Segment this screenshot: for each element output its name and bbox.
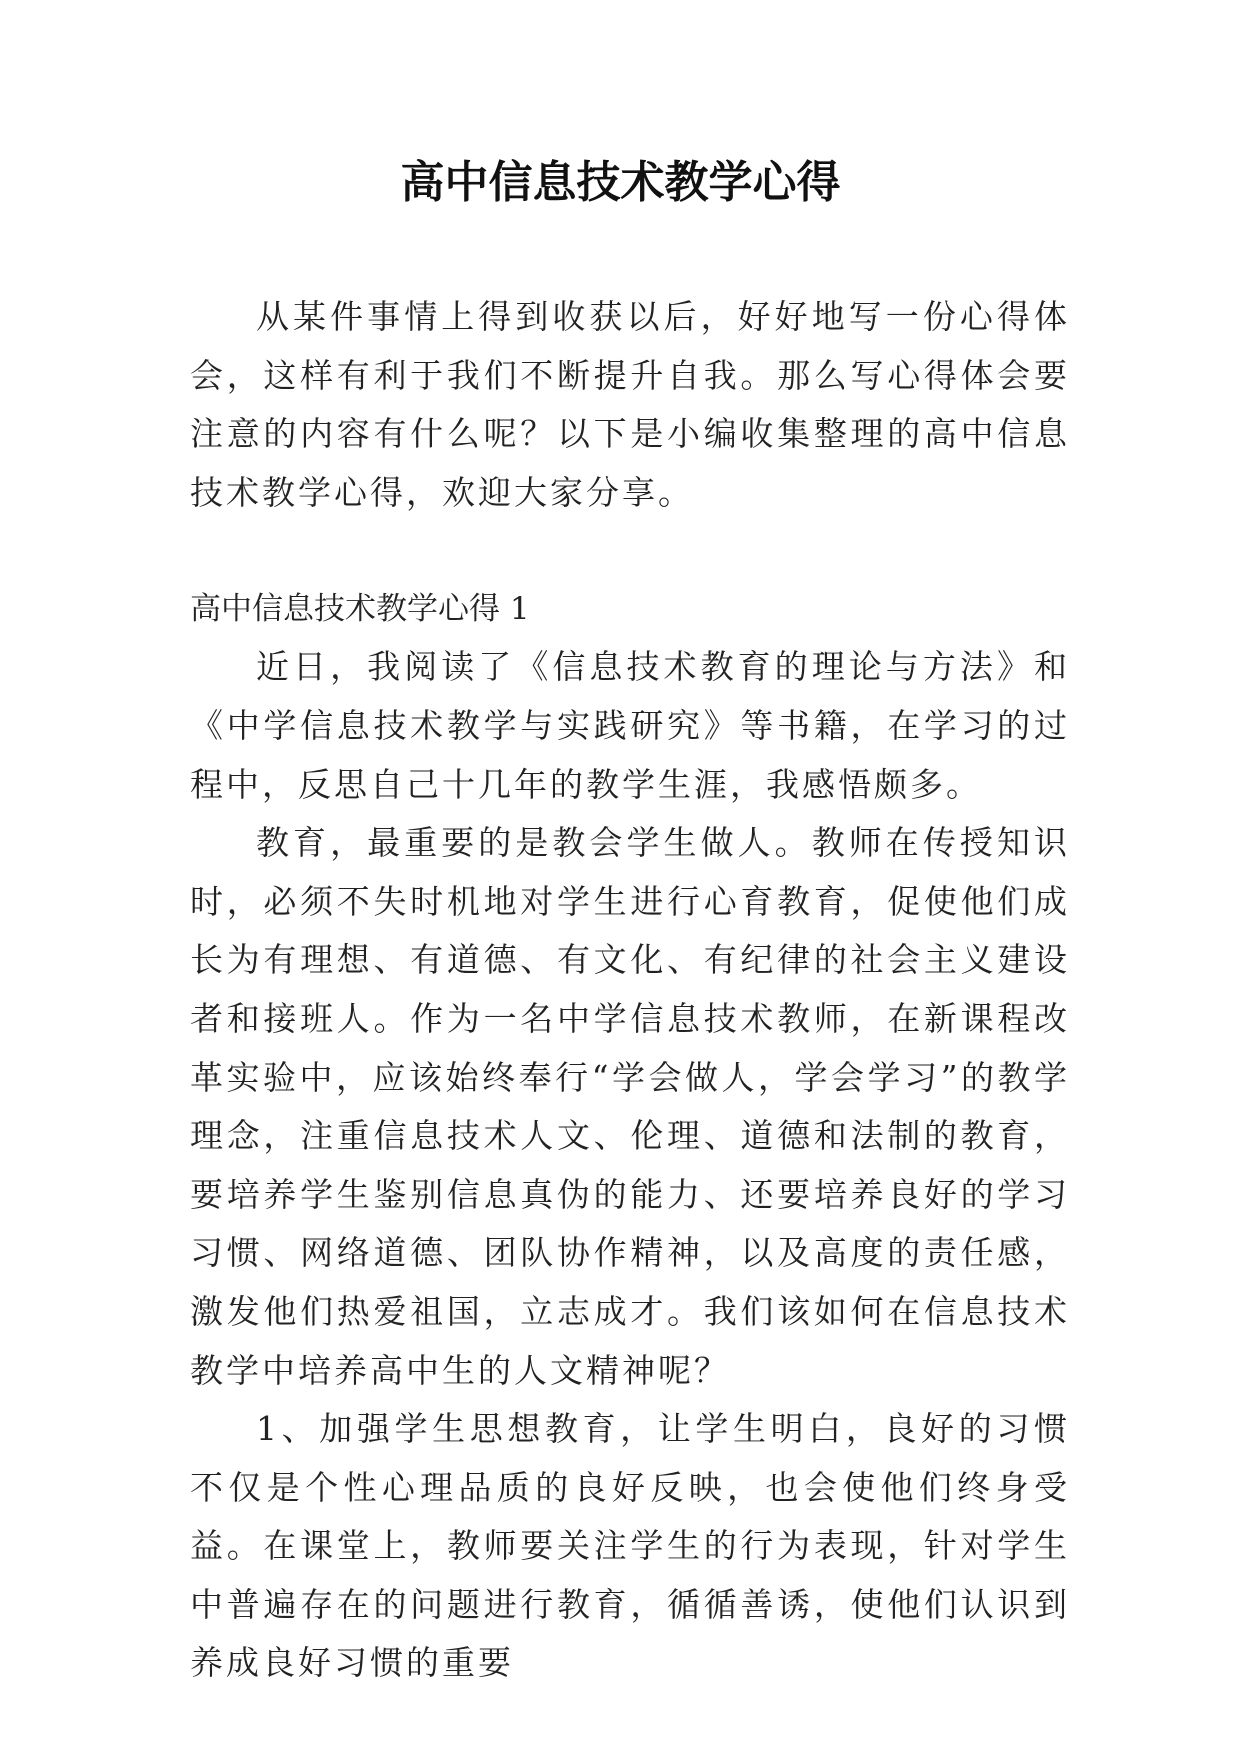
intro-paragraph: 从某件事情上得到收获以后，好好地写一份心得体会，这样有利于我们不断提升自我。那么写心得体会要注意的内容有什么呢？以下是小编收集整理的高中信息技术教学心得，欢迎大家分享。 xyxy=(190,297,1070,512)
document-title: 高中信息技术教学心得 xyxy=(400,157,841,208)
document-body xyxy=(190,288,1070,1693)
body-paragraph-3: 1、加强学生思想教育，让学生明白，良好的习惯不仅是个性心理品质的良好反映，也会使他们终身受益。在课堂上，教师要关注学生的行为表现，针对学生中普遍存在的问题进行教育，循循善诱，使他们认识到养成良好习惯的重要 xyxy=(190,1409,1070,1683)
body-paragraph-2: 教育，最重要的是教会学生做人。教师在传授知识时，必须不失时机地对学生进行心育教育，促使他们成长为有理想、有道德、有文化、有纪律的社会主义建设者和接班人。作为一名中学信息技术教师，在新课程改革实验中，应该始终奉行“学会做人，学会学习”的教学理念，注重信息技术人文、伦理、道德和法制的教育，要培养学生鉴别信息真伪的能力、还要培养良好的学习习惯、网络道德、团队协作精神，以及高度的责任感，激发他们热爱祖国，立志成才。我们该如何在信息技术教学中培养高中生的人文精神呢？ xyxy=(190,823,1070,1390)
section-heading: 高中信息技术教学心得 1 xyxy=(190,591,530,628)
body-paragraph-1: 近日，我阅读了《信息技术教育的理论与方法》和《中学信息技术教学与实践研究》等书籍，在学习的过程中，反思自己十几年的教学生涯，我感悟颇多。 xyxy=(190,647,1070,804)
